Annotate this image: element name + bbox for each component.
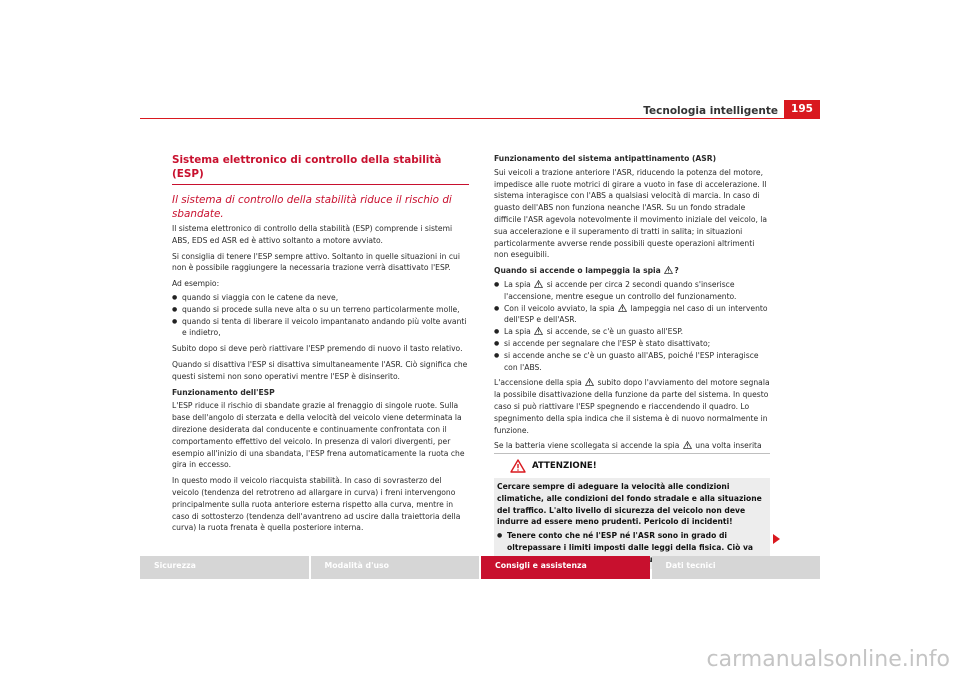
list-item-text: si accende per circa 2 secondi quando s'inserisce l'accensione, mentre esegue un controllo del funzionamento. <box>504 279 737 301</box>
paragraph: L'ESP riduce il rischio di sbandate grazie al frenaggio di singole ruote. Sulla base dell'angolo di sterzata e della velocità del veicolo viene determinata la direzione desiderata dal conducente e continuamente confrontata con il comportamento effettivo del veicolo. In presenza di valori divergenti, per esempio all'inizio di una sbandata, l'ESP frena automaticamente la ruota che gira in eccesso. <box>172 401 465 470</box>
tab-dati-tecnici[interactable]: Dati tecnici <box>652 556 821 579</box>
chapter-title: Tecnologia intelligente <box>643 105 778 117</box>
esp-warning-lamp-icon <box>618 304 627 312</box>
list-item: ● quando si tenta di liberare il veicolo impantanato andando più volte avanti e indietro, <box>172 316 469 340</box>
esp-warning-lamp-icon <box>534 327 543 335</box>
list-item-text: La spia <box>504 327 531 337</box>
warning-text: Cercare sempre di adeguare la velocità alle condizioni climatiche, alle condizioni del fondo stradale e alla situazione del traffico. L'alto livello di sicurezza del veicolo non deve indurre ad essere meno prudenti. Pericolo di incidenti! <box>497 482 762 527</box>
esp-warning-lamp-icon <box>683 441 692 449</box>
example-list <box>172 292 469 339</box>
header-rule <box>140 118 820 119</box>
list-item <box>494 326 770 338</box>
warning-header <box>494 454 770 478</box>
paragraph: Sui veicoli a trazione anteriore l'ASR, riducendo la potenza del motore, impedisce alle ruote motrici di girare a vuoto in fase di accelerazione. Il sistema interagisce con l'ABS a qualsiasi velocità di marcia. In caso di guasto dell'ABS non funziona neanche l'ASR. Su un fondo stradale difficile l'ASR agevola notevolmente il movimento iniziale del veicolo, la sua accelerazione e il superamento di tratti in salita; in situazioni particolarmente avverse rende possibili queste operazioni altrimenti non eseguibili. <box>494 167 768 260</box>
list-item-text: lampeggia nel caso di un intervento dell'ESP e dell'ASR. <box>504 303 768 325</box>
list-item: ● si accende per segnalare che l'ESP è stato disattivato; <box>494 338 770 350</box>
list-item-text: Con il veicolo avviato, la spia <box>504 303 615 313</box>
footer-nav <box>140 556 820 579</box>
paragraph: Quando si disattiva l'ESP si disattiva simultaneamente l'ASR. Ciò significa che questi sistemi non sono operativi mentre l'ESP è disinserito. <box>172 359 468 381</box>
subheading-text: Quando si accende o lampeggia la spia <box>494 266 661 276</box>
right-column <box>494 153 770 468</box>
subheading-qmark: ? <box>674 266 679 276</box>
warning-list-item: ● Tenere conto che né l'ESP né l'ASR sono in grado di oltrepassare i limiti imposti dalle leggi della fisica. Ciò va <box>497 530 766 565</box>
list-item-text: La spia <box>504 279 531 289</box>
left-column <box>172 153 469 538</box>
paragraph: Subito dopo si deve però riattivare l'ESP premendo di nuovo il tasto relativo. <box>172 344 463 354</box>
page-header <box>140 100 820 120</box>
paragraph: In questo modo il veicolo riacquista stabilità. In caso di sovrasterzo del veicolo (tendenza del retrotreno ad allargare in curva) i freni intervengono principalmente sulla ruota anteriore esterna rispetto alla curva, mentre in caso di sottosterzo (tendenza dell'avantreno ad uscire dalla traiettoria della curva) la ruota frenata è quella posteriore interna. <box>172 476 461 533</box>
list-item: ● si accende anche se c'è un guasto all'ABS, poiché l'ESP interagisce con l'ABS. <box>494 350 770 374</box>
paragraph <box>494 377 770 436</box>
paragraph-text: una volta inserita <box>695 441 762 451</box>
esp-warning-lamp-icon <box>664 266 673 274</box>
paragraph: Si consiglia di tenere l'ESP sempre attivo. Soltanto in quelle situazioni in cui non è possibile raggiungere la necessaria trazione verrà disattivato l'ESP. <box>172 251 460 273</box>
esp-warning-lamp-icon <box>585 378 594 386</box>
warning-triangle-icon <box>510 459 526 473</box>
warning-body <box>494 478 770 569</box>
paragraph-text: Se la batteria viene scollegata si accende la spia <box>494 441 680 451</box>
section-title: Sistema elettronico di controllo della stabilità (ESP) <box>172 153 469 185</box>
lamp-list <box>494 279 770 373</box>
tab-consigli-e-assistenza[interactable]: Consigli e assistenza <box>481 556 650 579</box>
watermark: carmanualsonline.info <box>706 647 950 672</box>
esp-warning-lamp-icon <box>534 280 543 288</box>
list-item-text: si accende, se c'è un guasto all'ESP. <box>546 327 684 337</box>
paragraph-text: subito dopo l'avviamento del motore segnala la possibile disattivazione della funzione da parte del sistema. In questo caso si può riattivare l'ESP spegnendo e riaccendendo il quadro. Lo spegnimento della spia indica che il sistema è di nuovo normalmente in funzione. <box>494 378 770 435</box>
warning-title: ATTENZIONE! <box>532 461 597 471</box>
paragraph-text: L'accensione della spia <box>494 378 582 388</box>
list-item: ● quando si viaggia con le catene da neve, <box>172 292 469 304</box>
list-item <box>494 279 770 303</box>
tab-sicurezza[interactable]: Sicurezza <box>140 556 309 579</box>
subheading <box>494 265 770 277</box>
list-item <box>494 303 770 327</box>
page-number: 195 <box>784 100 820 119</box>
list-item: ● quando si procede sulla neve alta o su un terreno particolarmente molle, <box>172 304 469 316</box>
subheading: Funzionamento del sistema antipattinamento (ASR) <box>494 154 717 163</box>
section-subtitle: Il sistema di controllo della stabilità riduce il rischio di sbandate. <box>172 194 452 220</box>
tab-modalita-d-uso[interactable]: Modalità d'uso <box>311 556 480 579</box>
paragraph: Il sistema elettronico di controllo della stabilità (ESP) comprende i sistemi ABS, EDS ed ASR ed è attivo soltanto a motore avviato. <box>172 224 453 245</box>
paragraph: Ad esempio: <box>172 279 220 289</box>
subheading: Funzionamento dell'ESP <box>172 387 275 397</box>
continue-arrow-icon <box>773 534 780 544</box>
warning-box <box>494 453 770 569</box>
